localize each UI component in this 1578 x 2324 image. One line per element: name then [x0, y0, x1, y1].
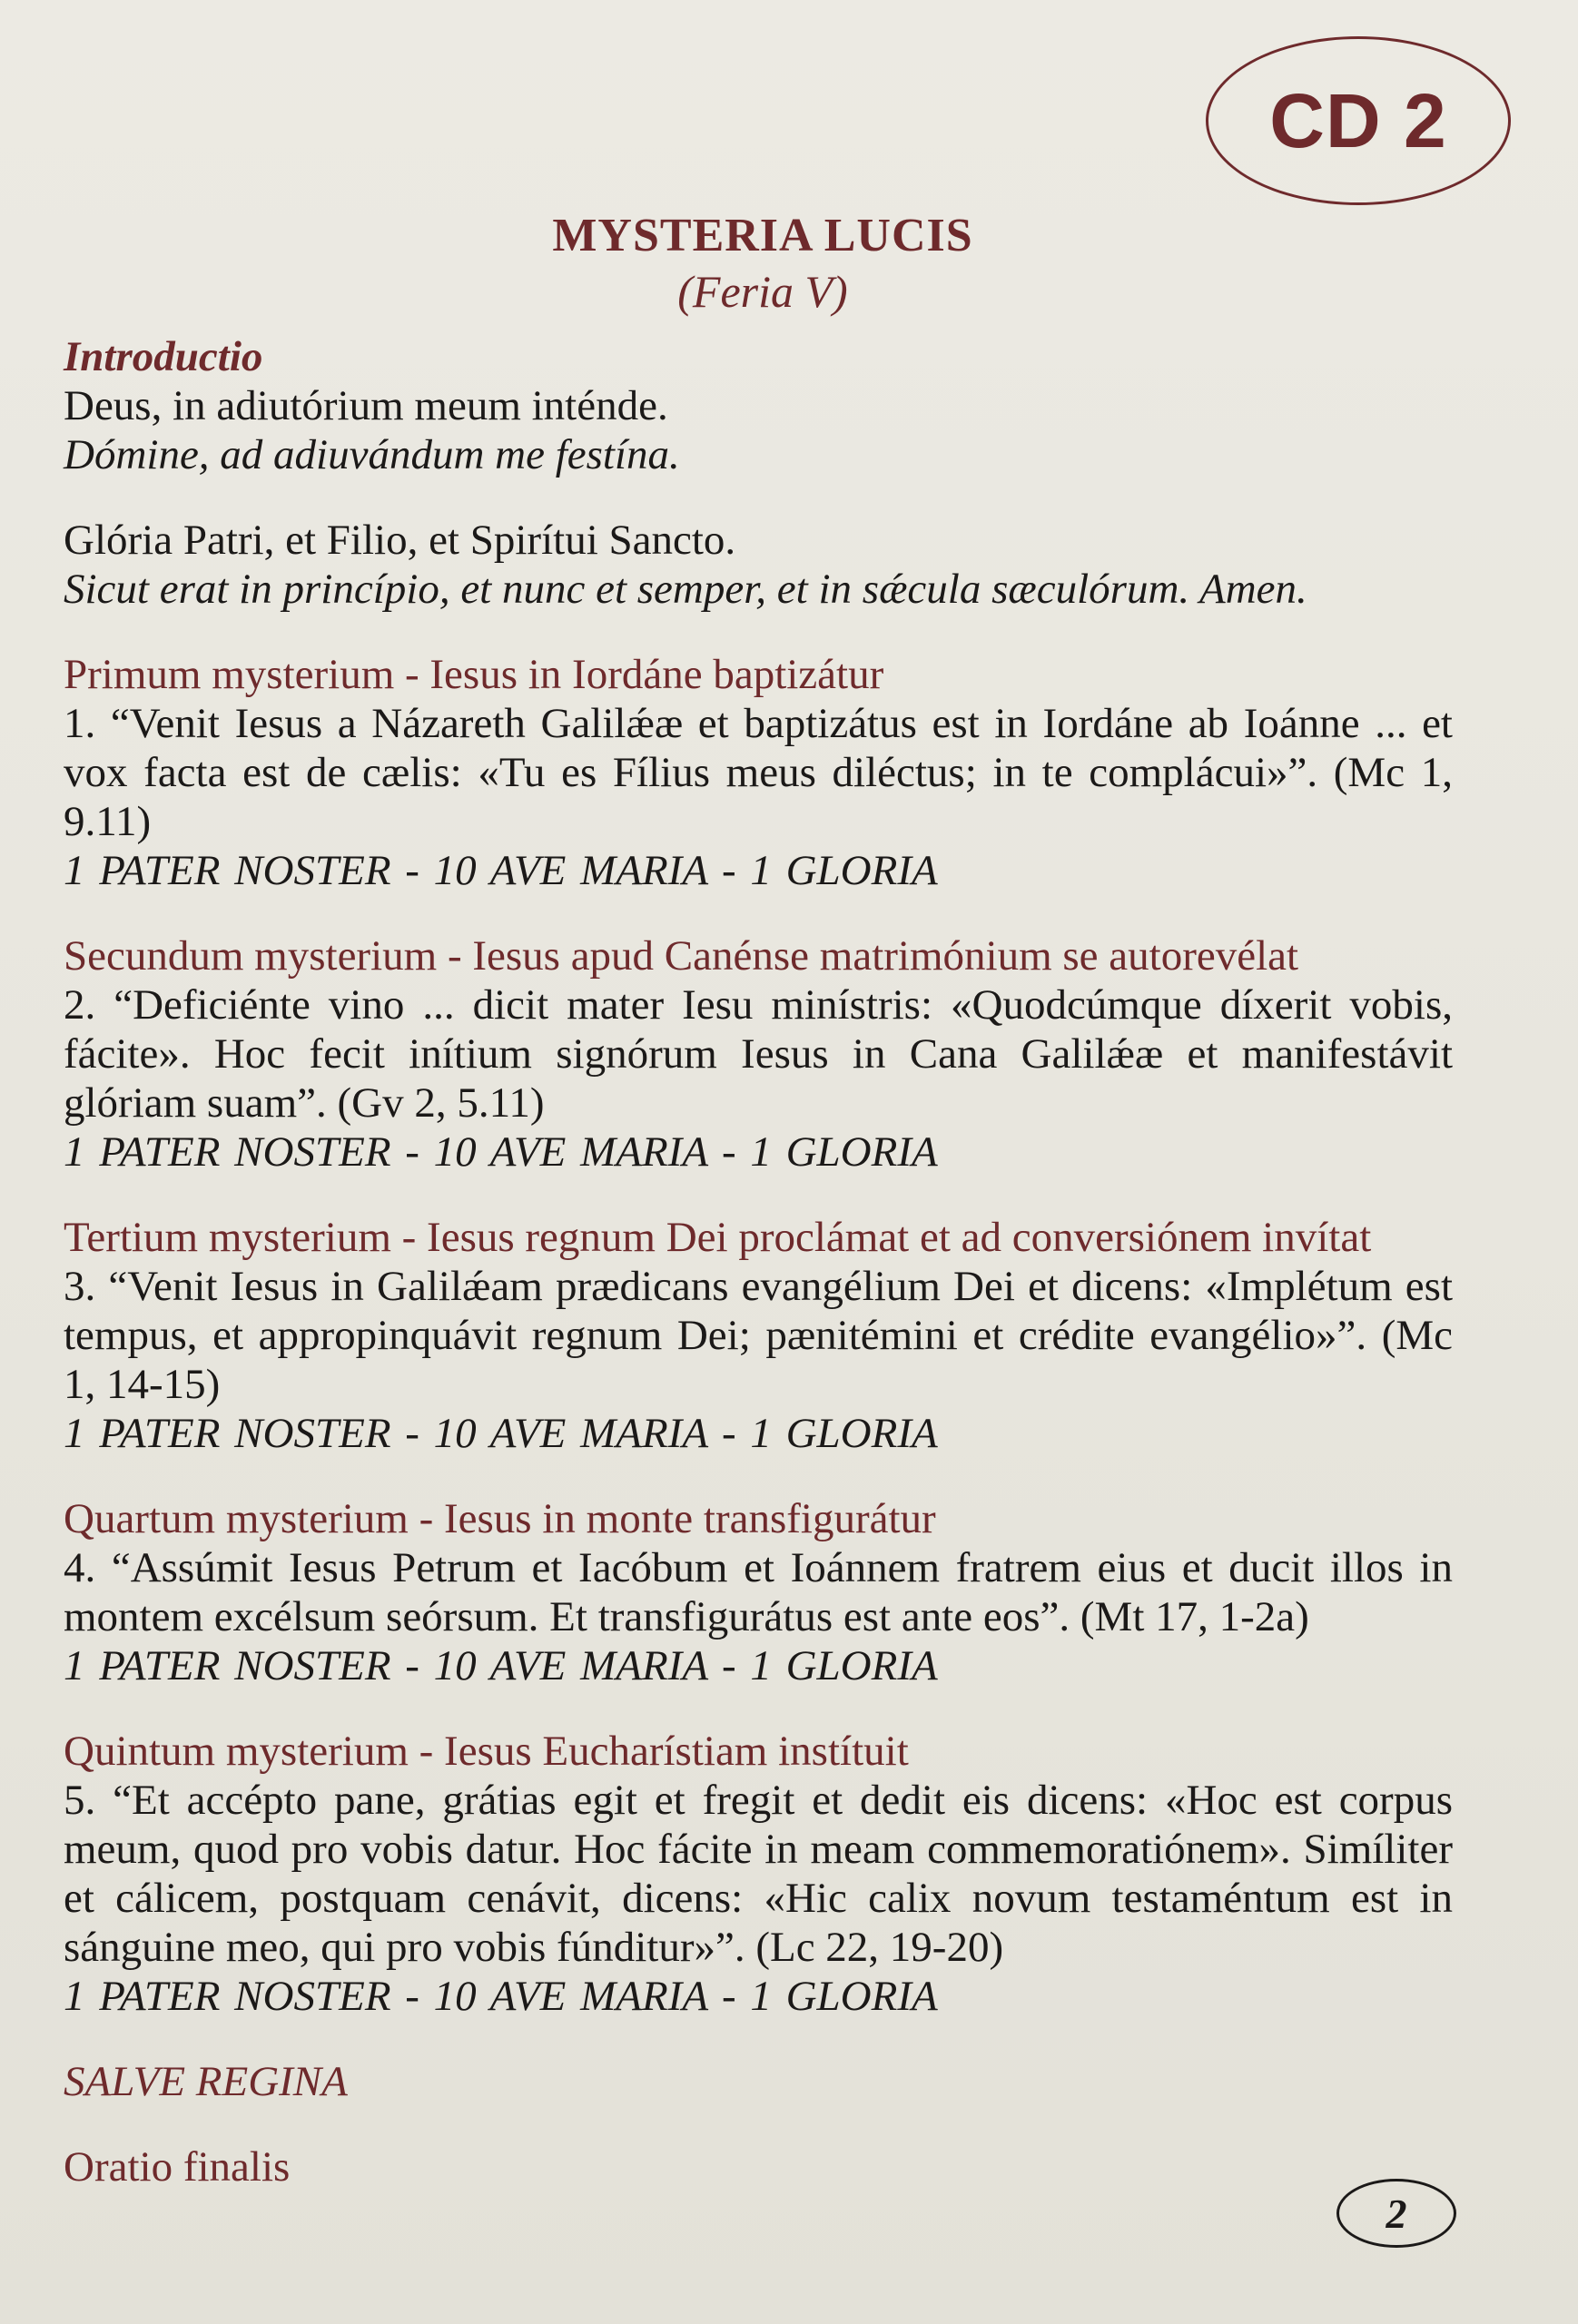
page-subtitle: (Feria V): [677, 266, 848, 317]
introductio-heading: Introductio: [64, 333, 263, 380]
page-number: 2: [1386, 2190, 1407, 2237]
mystery-text: 1. “Venit Iesus a Názareth Galilǽæ et baptizátus est in Iordáne ab Ioánne ... et vox facta est de cælis: «Tu es Fílius meus diléctus; in te complácui»”. (Mc 1, 9.11): [64, 700, 1453, 845]
mystery-text: 2. “Deficiénte vino ... dicit mater Iesu minístris: «Quodcúmque díxerit vobis, fácite». Hoc fecit inítium signórum Iesus in Cana Galilǽæ et manifestávit glóriam suam”. (Gv 2, 5.11): [64, 981, 1453, 1127]
mystery-text: 3. “Venit Iesus in Galilǽam prædicans evangélium Dei et dicens: «Implétum est tempus, et appropinquávit regnum Dei; pænitémini et crédite evangélio»”. (Mc 1, 14-15): [64, 1263, 1453, 1408]
spacer: [64, 895, 1453, 931]
mystery-block-5: [64, 1727, 1453, 2021]
salve-regina: SALVE REGINA: [64, 2058, 348, 2105]
spacer: [64, 2106, 1453, 2142]
oratio-finalis: Oratio finalis: [64, 2143, 291, 2191]
cd-label-text: CD 2: [1269, 77, 1447, 163]
mystery-heading: Primum mysterium - Iesus in Iordáne baptizátur: [64, 651, 884, 698]
introductio-line-2: Dómine, ad adiuvándum me festína.: [64, 431, 680, 478]
page-title: MYSTERIA LUCIS: [552, 210, 973, 261]
page-number-badge: [1336, 2179, 1456, 2248]
introductio-line-3: Glória Patri, et Filio, et Spirítui Sancto.: [64, 517, 736, 564]
prayer-content: [64, 332, 1453, 2191]
introductio-line-1: Deus, in adiutórium meum inténde.: [64, 382, 668, 429]
mystery-text: 4. “Assúmit Iesus Petrum et Iacóbum et Ioánnem fratrem eius et ducit illos in montem excélsum seórsum. Et transfigurátus est ante eos”. (Mt 17, 1-2a): [64, 1544, 1453, 1640]
mystery-block-1: [64, 650, 1453, 895]
spacer: [64, 614, 1453, 650]
mystery-block-2: [64, 931, 1453, 1177]
spacer: [64, 1177, 1453, 1213]
mystery-block-3: [64, 1213, 1453, 1458]
mystery-prayer-count: 1 PATER NOSTER - 10 AVE MARIA - 1 GLORIA: [64, 1642, 938, 1689]
spacer: [64, 1458, 1453, 1494]
mystery-prayer-count: 1 PATER NOSTER - 10 AVE MARIA - 1 GLORIA: [64, 1973, 938, 2020]
mystery-heading: Quartum mysterium - Iesus in monte transfigurátur: [64, 1495, 936, 1542]
cd-label-badge: [1206, 36, 1511, 205]
spacer: [64, 479, 1453, 516]
mystery-prayer-count: 1 PATER NOSTER - 10 AVE MARIA - 1 GLORIA: [64, 1410, 938, 1457]
mystery-text: 5. “Et accépto pane, grátias egit et fregit et dedit eis dicens: «Hoc est corpus meum, quod pro vobis datur. Hoc fácite in meam commemoratiónem». Simíliter et cálicem, postquam cenávit, dicens: «Hic calix novum testaméntum est in sánguine meo, qui pro vobis fúnditur»”. (Lc 22, 19-20): [64, 1777, 1453, 1971]
mystery-heading: Tertium mysterium - Iesus regnum Dei proclámat et ad conversiónem invítat: [64, 1214, 1372, 1261]
mystery-prayer-count: 1 PATER NOSTER - 10 AVE MARIA - 1 GLORIA: [64, 1128, 938, 1176]
introductio-line-4: Sicut erat in princípio, et nunc et semper, et in sǽcula sæculórum. Amen.: [64, 566, 1307, 613]
spacer: [64, 1690, 1453, 1727]
mystery-heading: Secundum mysterium - Iesus apud Canénse matrimónium se autorevélat: [64, 932, 1299, 980]
mystery-heading: Quintum mysterium - Iesus Eucharístiam instítuit: [64, 1728, 909, 1775]
mystery-prayer-count: 1 PATER NOSTER - 10 AVE MARIA - 1 GLORIA: [64, 847, 938, 894]
mystery-block-4: [64, 1494, 1453, 1690]
spacer: [64, 2021, 1453, 2057]
